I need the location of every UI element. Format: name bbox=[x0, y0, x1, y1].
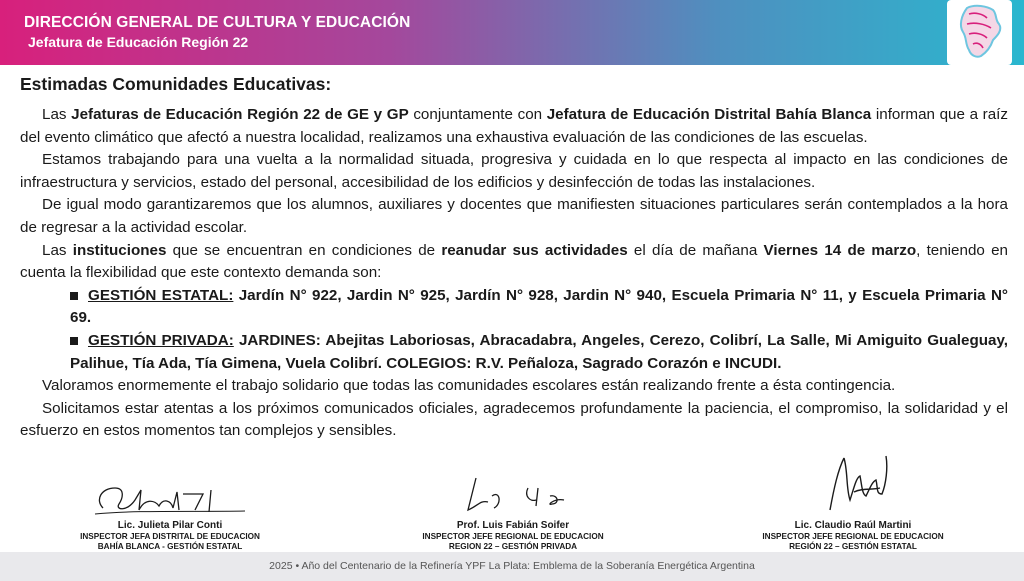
signature-block-soifer bbox=[398, 470, 628, 552]
signer-role: INSPECTOR JEFE REGIONAL DE EDUCACION bbox=[762, 532, 944, 541]
paragraph-1: Las Jefaturas de Educación Región 22 de GE y GP conjuntamente con Jefatura de Educación Distrital Bahía Blanca informan que a raíz del evento climático que afectó a nuestra localidad, realizamos una exhaustiva evaluación de las condiciones de las escuelas. bbox=[20, 106, 1008, 146]
signer-name: Lic. Claudio Raúl Martini bbox=[794, 520, 912, 531]
list-item-gestion-privada: GESTIÓN PRIVADA: JARDINES: Abejitas Laboriosas, Abracadabra, Angeles, Cerezo, Colibrí, La Salle, Mi Amiguito Gualeguay, Palihue, Tía Ada, Tía Gimena, Vuela Colibrí. COLEGIOS: R.V. Peñaloza, Sagrado Corazón e INCUDI. bbox=[70, 331, 1008, 372]
signer-region: BAHÍA BLANCA - GESTIÓN ESTATAL bbox=[97, 542, 243, 551]
signer-role: INSPECTOR JEFA DISTRITAL DE EDUCACION bbox=[80, 532, 260, 541]
header-banner bbox=[0, 0, 1024, 65]
handwritten-signature-soifer bbox=[418, 470, 608, 520]
square-bullet-icon bbox=[70, 292, 78, 300]
letter-body bbox=[20, 104, 1008, 443]
signer-region: REGIÓN 22 – GESTIÓN ESTATAL bbox=[789, 542, 917, 551]
footer-banner: 2025 • Año del Centenario de la Refinería YPF La Plata: Emblema de la Soberanía Energética Argentina bbox=[0, 552, 1024, 581]
signature-block-conti bbox=[55, 478, 285, 552]
list-item-gestion-estatal: GESTIÓN ESTATAL: Jardín N° 922, Jardin N° 925, Jardín N° 928, Jardin N° 940, Escuela Primaria N° 11, y Escuela Primaria N° 69. bbox=[70, 286, 1008, 327]
header-subtitle: Jefatura de Educación Región 22 bbox=[28, 34, 249, 50]
signer-name: Lic. Julieta Pilar Conti bbox=[117, 520, 223, 531]
square-bullet-icon bbox=[70, 337, 78, 345]
paragraph-4: Las instituciones que se encuentran en condiciones de reanudar sus actividades el día de mañana Viernes 14 de marzo, teniendo en cuenta la flexibilidad que este contexto demanda son: bbox=[20, 241, 1008, 282]
handwritten-signature-martini bbox=[758, 448, 948, 520]
paragraph-5: Valoramos enormemente el trabajo solidario que todas las comunidades escolares están realizando frente a ésta contingencia. bbox=[42, 377, 896, 395]
greeting-heading: Estimadas Comunidades Educativas: bbox=[20, 74, 332, 94]
header-title: DIRECCIÓN GENERAL DE CULTURA Y EDUCACIÓN bbox=[24, 14, 411, 31]
paragraph-2: Estamos trabajando para una vuelta a la normalidad situada, progresiva y cuidada en lo que respecta al impacto en las condiciones de infraestructura y servicios, estado del personal, accesibilidad de los edificios y desinfección de todas las instalaciones. bbox=[20, 151, 1008, 191]
handwritten-signature-conti bbox=[75, 478, 265, 520]
province-map-logo-icon bbox=[947, 0, 1012, 65]
paragraph-6: Solicitamos estar atentas a los próximos comunicados oficiales, agradecemos profundamente la paciencia, el compromiso, la solidaridad y el esfuerzo en estos momentos tan complejos y sensibles. bbox=[20, 399, 1008, 440]
signer-name: Prof. Luis Fabián Soifer bbox=[456, 520, 570, 531]
signer-region: REGION 22 – GESTIÓN PRIVADA bbox=[448, 542, 578, 551]
paragraph-3: De igual modo garantizaremos que los alumnos, auxiliares y docentes que manifiesten situaciones particulares serán contemplados a la hora de regresar a la actividad escolar. bbox=[20, 196, 1008, 236]
signer-role: INSPECTOR JEFE REGIONAL DE EDUCACION bbox=[422, 532, 604, 541]
signature-block-martini bbox=[738, 448, 968, 552]
